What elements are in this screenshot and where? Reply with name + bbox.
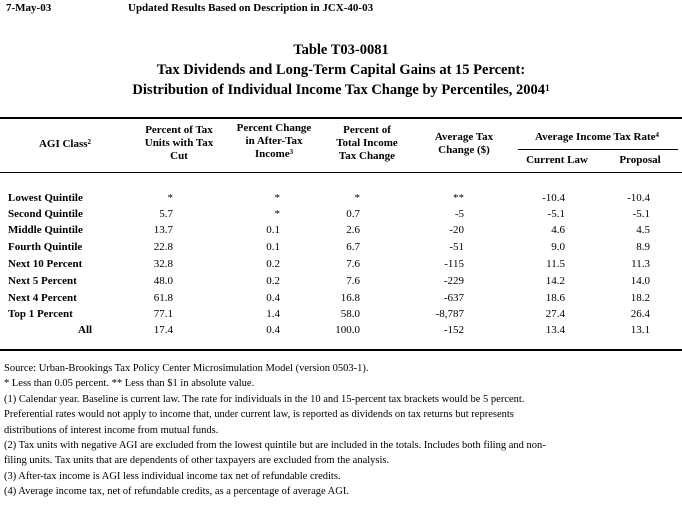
note-1-cont: Preferential rates would not apply to income that, under current law, is reported as dividends on tax returns but represents	[4, 409, 514, 421]
note-4: (4) Average income tax, net of refundable credits, as a percentage of average AGI.	[4, 486, 349, 498]
note-asterisk: * Less than 0.05 percent. ** Less than $1 in absolute value.	[4, 378, 255, 390]
table-row: Top 1 Percent 77.1 1.4 58.0 -8,787 27.4 26.4	[8, 308, 650, 320]
table-row: Next 10 Percent 32.8 0.2 7.6 -115 11.5 11.3	[8, 258, 650, 270]
table-row: Next 5 Percent 48.0 0.2 7.6 -229 14.2 14.0	[8, 275, 650, 287]
note-2: (2) Tax units with negative AGI are excluded from the lowest quintile but are included in the totals. Includes both filing and non-	[4, 440, 546, 452]
col-header-pct-total: Percent of Total Income Tax Change	[336, 124, 398, 162]
footnotes	[4, 361, 680, 500]
title-line-2: Distribution of Individual Income Tax Change by Percentiles, 2004$^1$	[132, 82, 550, 98]
table-id: Table T03-0081	[293, 42, 389, 58]
header-bottom-rule	[0, 172, 682, 173]
col-header-current-law: Current Law	[526, 154, 588, 166]
source-note: Source: Urban-Brookings Tax Policy Center Microsimulation Model (version 0503-1).	[4, 363, 369, 374]
table-title-block	[0, 40, 682, 100]
table-top-rule	[0, 117, 682, 119]
table-row: Next 4 Percent 61.8 0.4 16.8 -637 18.6 18.2	[8, 292, 650, 304]
report-date: 7-May-03	[6, 2, 52, 14]
note-1-cont: distributions of interest income from mutual funds.	[4, 424, 219, 436]
title-line-1: Tax Dividends and Long-Term Capital Gains at 15 Percent:	[156, 62, 526, 78]
col-header-pct-units: Percent of Tax Units with Tax Cut	[144, 124, 214, 162]
col-header-avg-change: Average Tax Change ($)	[434, 131, 494, 156]
table-row: Lowest Quintile * * * ** -10.4 -10.4	[8, 192, 650, 204]
note-3: (3) After-tax income is AGI less individual income tax net of refundable credits.	[4, 470, 341, 482]
col-header-pct-change: Percent Change in After-Tax Income$^3$	[236, 122, 312, 160]
avg-rate-group-rule	[518, 149, 678, 150]
footnote-ref: 1	[545, 83, 550, 93]
table-bottom-rule	[0, 349, 682, 351]
table-row: Fourth Quintile 22.8 0.1 6.7 -51 9.0 8.9	[8, 241, 650, 253]
col-header-avg-rate: Average Income Tax Rate$^4$	[535, 131, 659, 143]
table-row: Second Quintile 5.7 * 0.7 -5 -5.1 -5.1	[8, 208, 650, 220]
table-row: Middle Quintile 13.7 0.1 2.6 -20 4.6 4.5	[8, 224, 650, 236]
col-header-proposal: Proposal	[619, 154, 661, 166]
note-2-cont: filing units. Tax units that are dependents of other taxpayers are excluded from the analysis.	[4, 455, 390, 467]
table-row-total: All 17.4 0.4 100.0 -152 13.4 13.1	[78, 324, 650, 336]
note-1: (1) Calendar year. Baseline is current law. The rate for individuals in the 10 and 15-percent tax brackets would be 5 percent.	[4, 393, 525, 405]
col-header-agi-class: AGI Class$^2$	[38, 138, 92, 150]
report-subtitle: Updated Results Based on Description in JCX-40-03	[128, 2, 374, 14]
